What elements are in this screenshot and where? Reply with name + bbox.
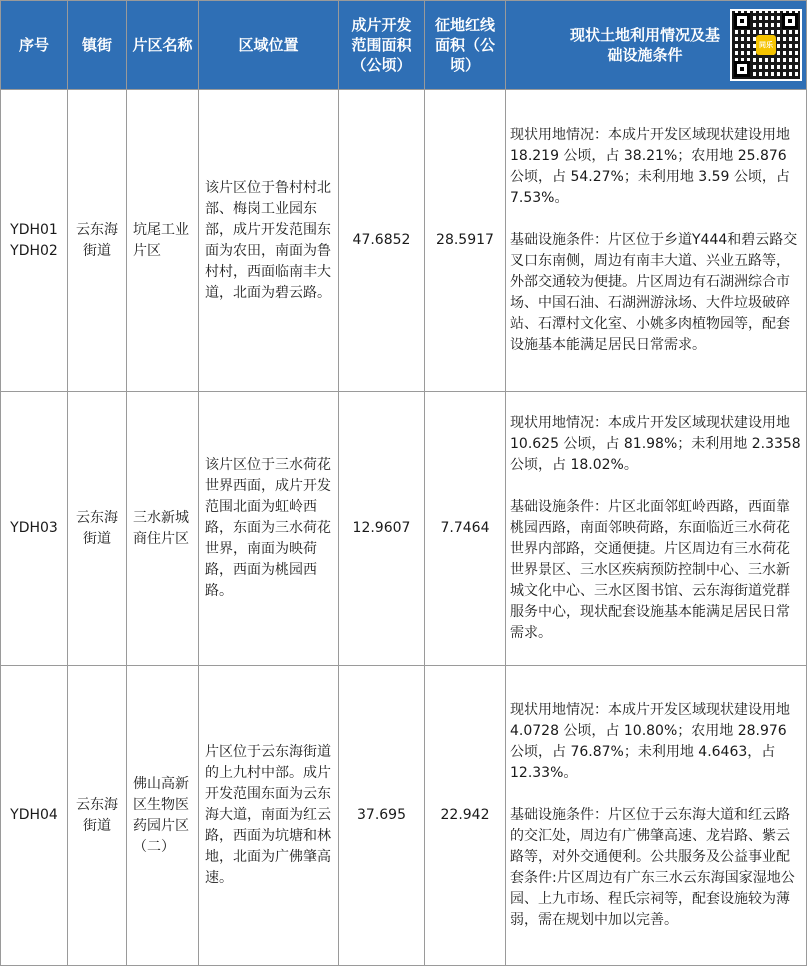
header-location: 区域位置: [199, 1, 339, 90]
row-no: [1, 392, 68, 666]
row-red-area: 28.5917: [425, 90, 506, 392]
table-row: [1, 90, 807, 392]
header-conditions-cell: [506, 1, 807, 90]
row-land-use: 现状用地情况：本成片开发区域现状建设用地4.0728 公顷，占 10.80%；农用地 28.976 公顷，占 76.87%；未利用地 4.6463，占 12.33%。: [510, 702, 790, 781]
row-location: 该片区位于鲁村村北部、梅岗工业园东部，成片开发范围东面为农田，南面为鲁村村，西面临南丰大道，北面为碧云路。: [199, 90, 339, 392]
row-location: 片区位于云东海街道的上九村中部。成片开发范围东面为云东海大道，南面为红云路，西面为坑塘和林地，北面为广佛肇高速。: [199, 666, 339, 966]
row-conditions: [506, 666, 807, 966]
table-row: [1, 666, 807, 966]
row-area-name: 三水新城商住片区: [127, 392, 199, 666]
row-conditions: [506, 392, 807, 666]
header-conditions: 现状土地利用情况及基础设施条件: [570, 26, 721, 64]
row-area-name: 坑尾工业片区: [127, 90, 199, 392]
row-no: [1, 90, 68, 392]
header-area-name: 片区名称: [127, 1, 199, 90]
header-red-area: 征地红线面积（公顷）: [425, 1, 506, 90]
row-red-area: 7.7464: [425, 392, 506, 666]
row-street: 云东海街道: [68, 666, 127, 966]
header-dev-area: 成片开发范围面积（公顷）: [339, 1, 425, 90]
row-no-line2: YDH02: [10, 242, 58, 259]
row-no-line1: YDH04: [10, 807, 58, 823]
table-row: [1, 392, 807, 666]
row-infrastructure: 基础设施条件：片区位于乡道Y444和碧云路交叉口东南侧，周边有南丰大道、兴业五路等，外部交通较为便捷。片区周边有石湖洲综合市场、中国石油、石湖洲游泳场、大件垃圾破碎站、石潭村文化室、小姚多肉植物园等，配套设施基本能满足居民日常需求。: [510, 232, 798, 353]
row-infrastructure: 基础设施条件：片区位于云东海大道和红云路的交汇处，周边有广佛肇高速、龙岩路、紫云路等，对外交通便利。公共服务及公益事业配套条件:片区周边有广东三水云东海国家湿地公园、上九市场、程氏宗祠等，配套设施较为薄弱，需在规划中加以完善。: [510, 807, 795, 928]
row-no-line1: YDH03: [10, 520, 58, 536]
row-area-name: 佛山高新区生物医药园片区（二）: [127, 666, 199, 966]
row-street: 云东海街道: [68, 90, 127, 392]
qr-code-icon[interactable]: [730, 9, 802, 81]
qr-logo: 同乐: [756, 35, 776, 55]
header-street: 镇街: [68, 1, 127, 90]
row-dev-area: 12.9607: [339, 392, 425, 666]
header-no: 序号: [1, 1, 68, 90]
row-dev-area: 37.695: [339, 666, 425, 966]
row-land-use: 现状用地情况：本成片开发区域现状建设用地10.625 公顷，占 81.98%；未利用地 2.3358公顷，占 18.02%。: [510, 415, 801, 473]
row-location: 该片区位于三水荷花世界西面，成片开发范围北面为虹岭西路，东面为三水荷花世界，南面为映荷路，西面为桃园西路。: [199, 392, 339, 666]
row-red-area: 22.942: [425, 666, 506, 966]
header-row: [1, 1, 807, 90]
row-no: [1, 666, 68, 966]
row-infrastructure: 基础设施条件：片区北面邻虹岭西路，西面靠桃园西路，南面邻映荷路，东面临近三水荷花世界内部路，交通便捷。片区周边有三水荷花世界景区、三水区疾病预防控制中心、三水新城文化中心、三水区图书馆、云东海街道党群服务中心，现状配套设施基本能满足居民日常需求。: [510, 499, 790, 641]
row-dev-area: 47.6852: [339, 90, 425, 392]
row-no-line1: YDH01: [10, 221, 58, 238]
row-conditions: [506, 90, 807, 392]
row-land-use: 现状用地情况：本成片开发区域现状建设用地18.219 公顷，占 38.21%；农用地 25.876 公顷，占 54.27%；未利用地 3.59 公顷，占 7.53%。: [510, 127, 790, 206]
row-street: 云东海街道: [68, 392, 127, 666]
